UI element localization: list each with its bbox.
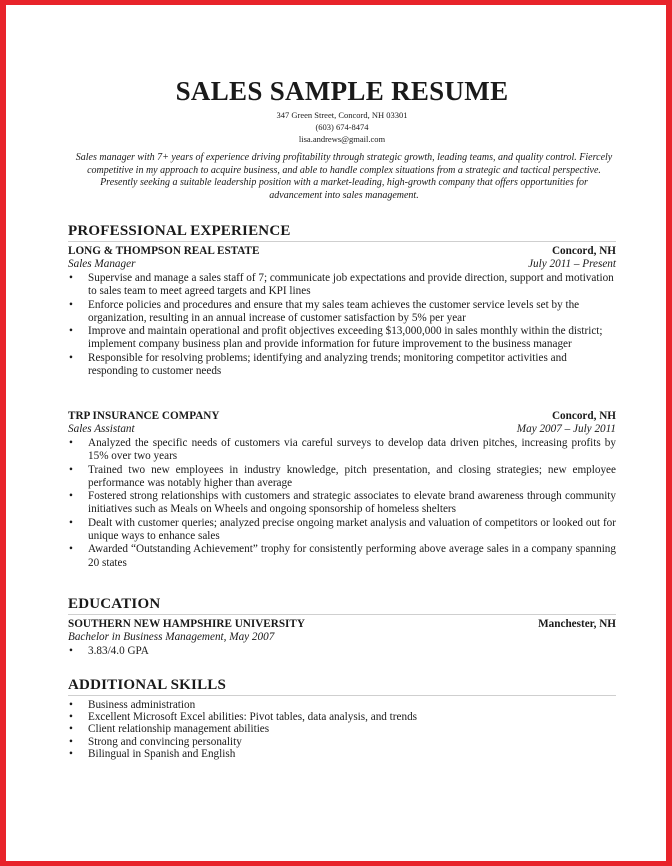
job-header <box>68 245 616 259</box>
summary: Sales manager with 7+ years of experience driving profitability through strategic growth, leading teams, and quality control. Fiercely competitive in my approach to acquire business, and able to handle complex situations from a strategic and tactical perspective. Presently seeking a suitable leadership position with a market-leading, high-growth company that offers opportunities for advancement into sales management. <box>75 152 613 201</box>
job-location: Concord, NH <box>551 245 616 257</box>
list-item: • Client relationship management abilities <box>68 723 616 735</box>
list-item: • Analyzed the specific needs of customers via careful surveys to develop data driven pitches, increasing profits by 15% over two years <box>68 437 616 464</box>
section-divider <box>68 614 616 615</box>
list-item: • Supervise and manage a sales staff of 7; communicate job expectations and provide direction, support and motivation to sales team to meet agreed targets and KPI lines <box>68 272 616 299</box>
section-title-skills: ADDITIONAL SKILLS <box>68 677 227 693</box>
school-location: Manchester, NH <box>538 618 616 630</box>
list-item: • Fostered strong relationships with customers and strategic associates to elevate brand awareness through community initiatives such as Meals on Wheels and ongoing sponsorship of homeless shelters <box>68 490 616 517</box>
resume-page <box>6 5 666 861</box>
degree: Bachelor in Business Management, May 2007 <box>68 631 275 643</box>
school-name: SOUTHERN NEW HAMPSHIRE UNIVERSITY <box>68 618 305 630</box>
list-item: • 3.83/4.0 GPA <box>68 645 616 658</box>
address: 347 Green Street, Concord, NH 03301 <box>276 110 408 120</box>
email: lisa.andrews@gmail.com <box>298 134 386 144</box>
list-item: • Excellent Microsoft Excel abilities: Pivot tables, data analysis, and trends <box>68 711 616 723</box>
job-bullets <box>68 437 616 570</box>
job-role: Sales Assistant <box>68 423 135 435</box>
list-item: • Awarded “Outstanding Achievement” trophy for consistently performing above average sales in a company spanning 20 states <box>68 543 616 570</box>
section-divider <box>68 241 616 242</box>
list-item: • Responsible for resolving problems; identifying and analyzing trends; monitoring competitor activities and responding to customer needs <box>68 352 616 379</box>
list-item: • Trained two new employees in industry knowledge, pitch presentation, and closing strategies; new employee performance was notably higher than average <box>68 464 616 491</box>
degree-row <box>68 631 616 645</box>
list-item: • Improve and maintain operational and profit objectives exceeding $13,000,000 in sales monthly within the district; implement company business plan and provide information for future improvement to the business manager <box>68 325 616 352</box>
section-divider <box>68 695 616 696</box>
section-title-experience: PROFESSIONAL EXPERIENCE <box>68 223 291 239</box>
job-bullets <box>68 272 616 378</box>
job-header <box>68 410 616 424</box>
job-role-row <box>68 258 616 272</box>
job-location: Concord, NH <box>551 410 616 422</box>
job-company: LONG & THOMPSON REAL ESTATE <box>68 245 260 257</box>
section-title-education: EDUCATION <box>68 596 161 612</box>
resume-title: SALES SAMPLE RESUME <box>175 76 509 106</box>
skills-bullets <box>68 699 616 760</box>
job-role: Sales Manager <box>68 258 136 270</box>
list-item: • Strong and convincing personality <box>68 736 616 748</box>
list-item: • Dealt with customer queries; analyzed precise ongoing market analysis and valuation of competitors or looked out for unique ways to enhance sales <box>68 517 616 544</box>
school-header <box>68 618 616 632</box>
job-dates: May 2007 – July 2011 <box>516 423 616 435</box>
list-item: • Business administration <box>68 699 616 711</box>
education-bullets <box>68 645 616 658</box>
list-item: • Enforce policies and procedures and ensure that my sales team achieves the customer service levels set by the organization, resulting in an annual increase of customer satisfaction by 5% per year <box>68 299 616 326</box>
phone: (603) 674-8474 <box>315 122 369 132</box>
list-item: • Bilingual in Spanish and English <box>68 748 616 760</box>
job-dates: July 2011 – Present <box>528 258 616 270</box>
job-role-row <box>68 423 616 437</box>
job-company: TRP INSURANCE COMPANY <box>68 410 220 422</box>
